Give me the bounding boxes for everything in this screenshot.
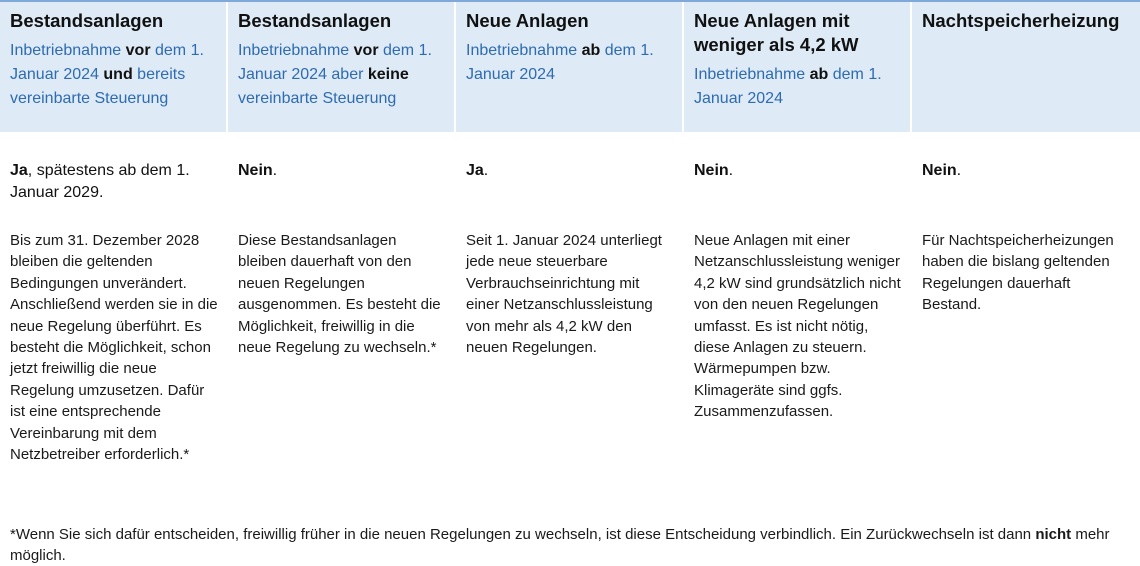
body-cell-nachtspeicherheizung — [912, 160, 1140, 465]
body-cell-bestandsanlagen-mit-steuerung — [0, 160, 228, 465]
column-subtitle: Inbetriebnahme vor dem 1. Januar 2024 aber keine vereinbarte Steuerung — [238, 42, 432, 107]
answer: Ja, spätestens ab dem 1. Januar 2029. — [10, 162, 190, 201]
column-subtitle: Inbetriebnahme ab dem 1. Januar 2024 — [694, 66, 882, 107]
column-subtitle: Inbetriebnahme vor dem 1. Januar 2024 und bereits vereinbarte Steuerung — [10, 42, 204, 107]
table-header-row — [0, 2, 1140, 132]
column-title: Bestandsanlagen — [238, 10, 392, 31]
header-cell-neue-anlagen-unter-4-2-kw — [684, 2, 912, 132]
column-title: Neue Anlagen mit weniger als 4,2 kW — [694, 10, 859, 55]
footnote: *Wenn Sie sich dafür entscheiden, freiwillig früher in die neuen Regelungen zu wechseln, ist diese Entscheidung verbindlich. Ein Zurückwechseln ist dann nicht mehr möglich. — [10, 526, 1110, 564]
header-cell-neue-anlagen — [456, 2, 684, 132]
body-cell-neue-anlagen-unter-4-2-kw — [684, 160, 912, 465]
description: Neue Anlagen mit einer Netzanschlussleistung weniger 4,2 kW sind grundsätzlich nicht von den neuen Regelungen umfasst. Es ist nicht nötig, diese Anlagen zu steuern. Wärmepumpen bzw. Klimageräte sind ggfs. Zusammenzufassen. — [694, 232, 901, 421]
description: Diese Bestandsanlagen bleiben dauerhaft von den neuen Regelungen ausgenommen. Es besteht die Möglichkeit, freiwillig in die neue Regelung zu wechseln.* — [238, 232, 441, 357]
description: Für Nachtspeicherheizungen haben die bislang geltenden Regelungen dauerhaft Bestand. — [922, 232, 1114, 314]
body-cell-bestandsanlagen-ohne-steuerung — [228, 160, 456, 465]
answer: Nein. — [238, 162, 278, 179]
column-title: Bestandsanlagen — [10, 10, 164, 31]
answer: Nein. — [922, 162, 962, 179]
column-subtitle: Inbetriebnahme ab dem 1. Januar 2024 — [466, 42, 654, 83]
answer: Ja. — [466, 162, 489, 179]
header-cell-nachtspeicherheizung — [912, 2, 1140, 132]
header-cell-bestandsanlagen-ohne-steuerung — [228, 2, 456, 132]
column-title: Neue Anlagen — [466, 10, 589, 31]
column-title: Nachtspeicherheizung — [922, 10, 1120, 31]
description: Seit 1. Januar 2024 unterliegt jede neue steuerbare Verbrauchseinrichtung mit einer Netzanschlussleistung von mehr als 4,2 kW den neuen Regelungen. — [466, 232, 662, 357]
answer: Nein. — [694, 162, 734, 179]
header-cell-bestandsanlagen-mit-steuerung — [0, 2, 228, 132]
body-cell-neue-anlagen — [456, 160, 684, 465]
description: Bis zum 31. Dezember 2028 bleiben die geltenden Bedingungen unverändert. Anschließend werden sie in die neue Regelung überführt. Es besteht die Möglichkeit, schon jetzt freiwillig die neue Regelung umzusetzen. Dafür ist eine entsprechende Vereinbarung mit dem Netzbetreiber erforderlich.* — [10, 232, 218, 464]
table-body-row — [0, 160, 1140, 465]
